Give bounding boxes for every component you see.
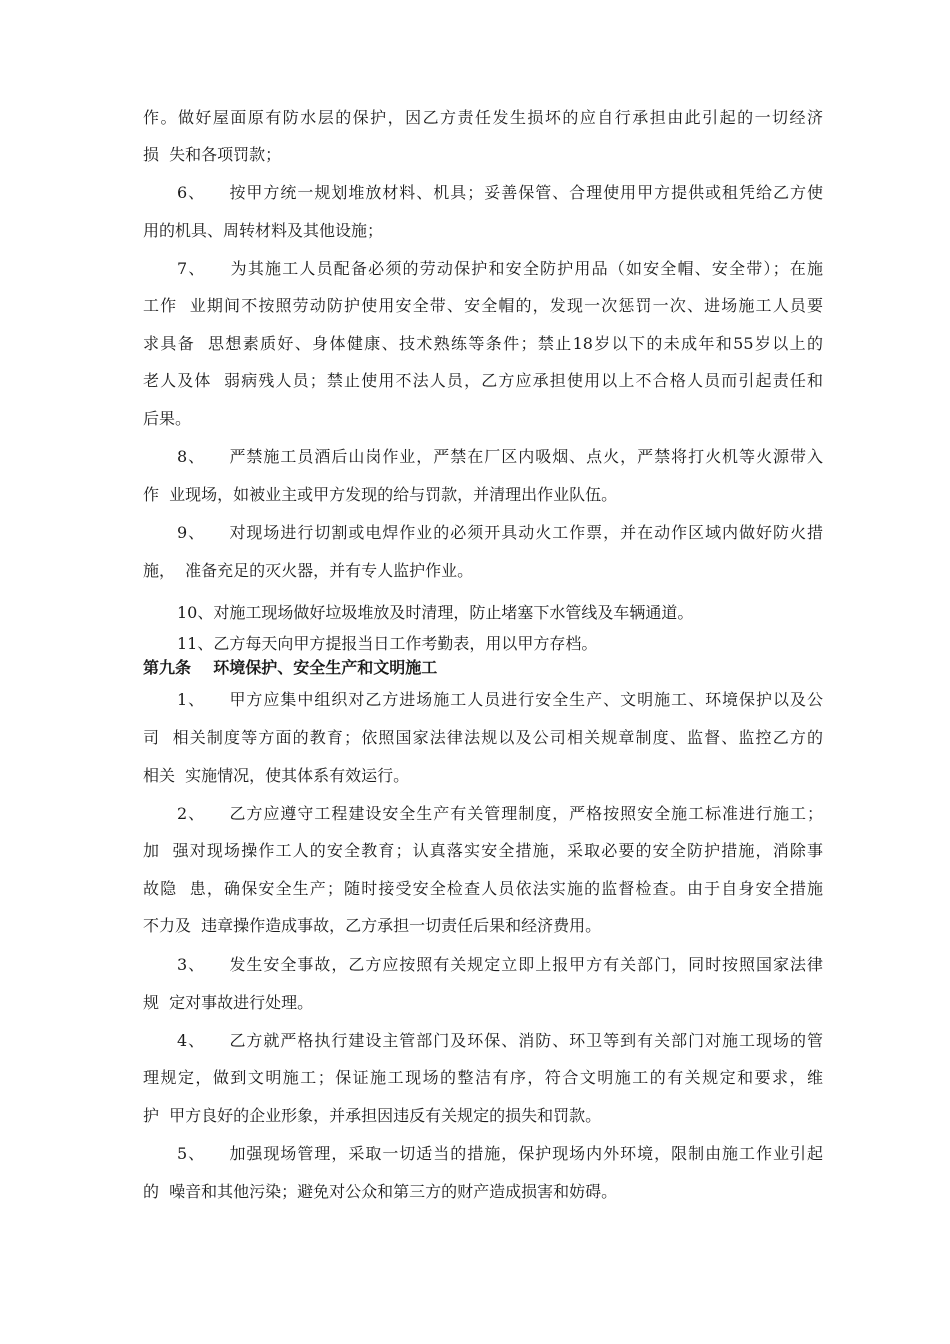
- list-item-6: 6、 按甲方统一规划堆放材料、机具；妥善保管、合理使用甲方提供或租凭给乙方使: [177, 183, 823, 202]
- list-item-7: 7、 为其施工人员配备必须的劳动保护和安全防护用品（如安全帽、安全带）；在施: [177, 259, 823, 278]
- text-line: 加 强对现场操作工人的安全教育；认真落实安全措施，采取必要的安全防护措施，消除事: [143, 841, 823, 860]
- section-item-2: 2、 乙方应遵守工程建设安全生产有关管理制度，严格按照安全施工标准进行施工；: [177, 804, 823, 823]
- text-line: 用的机具、周转材料及其他设施；: [143, 221, 384, 240]
- section-item-3: 3、 发生安全事故，乙方应按照有关规定立即上报甲方有关部门，同时按照国家法律: [177, 955, 823, 974]
- text-line: 相关 实施情况，使其体系有效运行。: [143, 766, 410, 785]
- text-line: 不力及 违章操作造成事故，乙方承担一切责任后果和经济费用。: [143, 916, 602, 935]
- text-line: 司 相关制度等方面的教育；依照国家法律法规以及公司相关规章制度、监督、监控乙方的: [143, 728, 823, 747]
- text-line: 理规定，做到文明施工；保证施工现场的整洁有序，符合文明施工的有关规定和要求，维: [143, 1068, 823, 1087]
- list-item-10: 10、对施工现场做好垃圾堆放及时清理，防止堵塞下水管线及车辆通道。: [177, 603, 694, 622]
- text-line: 后果。: [143, 409, 192, 428]
- text-line: 损 失和各项罚款；: [143, 145, 282, 164]
- section-item-1: 1、 甲方应集中组织对乙方进场施工人员进行安全生产、文明施工、环境保护以及公: [177, 690, 823, 709]
- section-item-4: 4、 乙方就严格执行建设主管部门及环保、消防、环卫等到有关部门对施工现场的管: [177, 1031, 823, 1050]
- section-heading: 第九条 环境保护、安全生产和文明施工: [143, 658, 438, 677]
- list-item-8: 8、 严禁施工员酒后山岗作业，严禁在厂区内吸烟、点火，严禁将打火机等火源带入: [177, 447, 823, 466]
- text-line: 作。做好屋面原有防水层的保护，因乙方责任发生损坏的应自行承担由此引起的一切经济: [143, 108, 823, 127]
- text-line: 求具备 思想素质好、身体健康、技术熟练等条件；禁止18岁以下的未成年和55岁以上的: [143, 334, 823, 353]
- section-item-5: 5、 加强现场管理，采取一切适当的措施，保护现场内外环境，限制由施工作业引起: [177, 1144, 823, 1163]
- text-line: 施， 准备充足的灭火器，并有专人监护作业。: [143, 561, 474, 580]
- text-line: 作 业现场，如被业主或甲方发现的给与罚款，并清理出作业队伍。: [143, 485, 618, 504]
- text-line: 的 噪音和其他污染；避免对公众和第三方的财产造成损害和妨碍。: [143, 1182, 618, 1201]
- text-line: 故隐 患，确保安全生产；随时接受安全检查人员依法实施的监督检查。由于自身安全措施: [143, 879, 823, 898]
- text-line: 老人及体 弱病残人员；禁止使用不法人员，乙方应承担使用以上不合格人员而引起责任和: [143, 371, 823, 390]
- list-item-11: 11、乙方每天向甲方提报当日工作考勤表，用以甲方存档。: [177, 634, 598, 653]
- text-line: 规 定对事故进行处理。: [143, 993, 314, 1012]
- text-line: 护 甲方良好的企业形象，并承担因违反有关规定的损失和罚款。: [143, 1106, 602, 1125]
- text-line: 工作 业期间不按照劳动防护使用安全带、安全帽的，发现一次惩罚一次、进场施工人员要: [143, 296, 823, 315]
- list-item-9: 9、 对现场进行切割或电焊作业的必须开具动火工作票，并在动作区域内做好防火措: [177, 523, 823, 542]
